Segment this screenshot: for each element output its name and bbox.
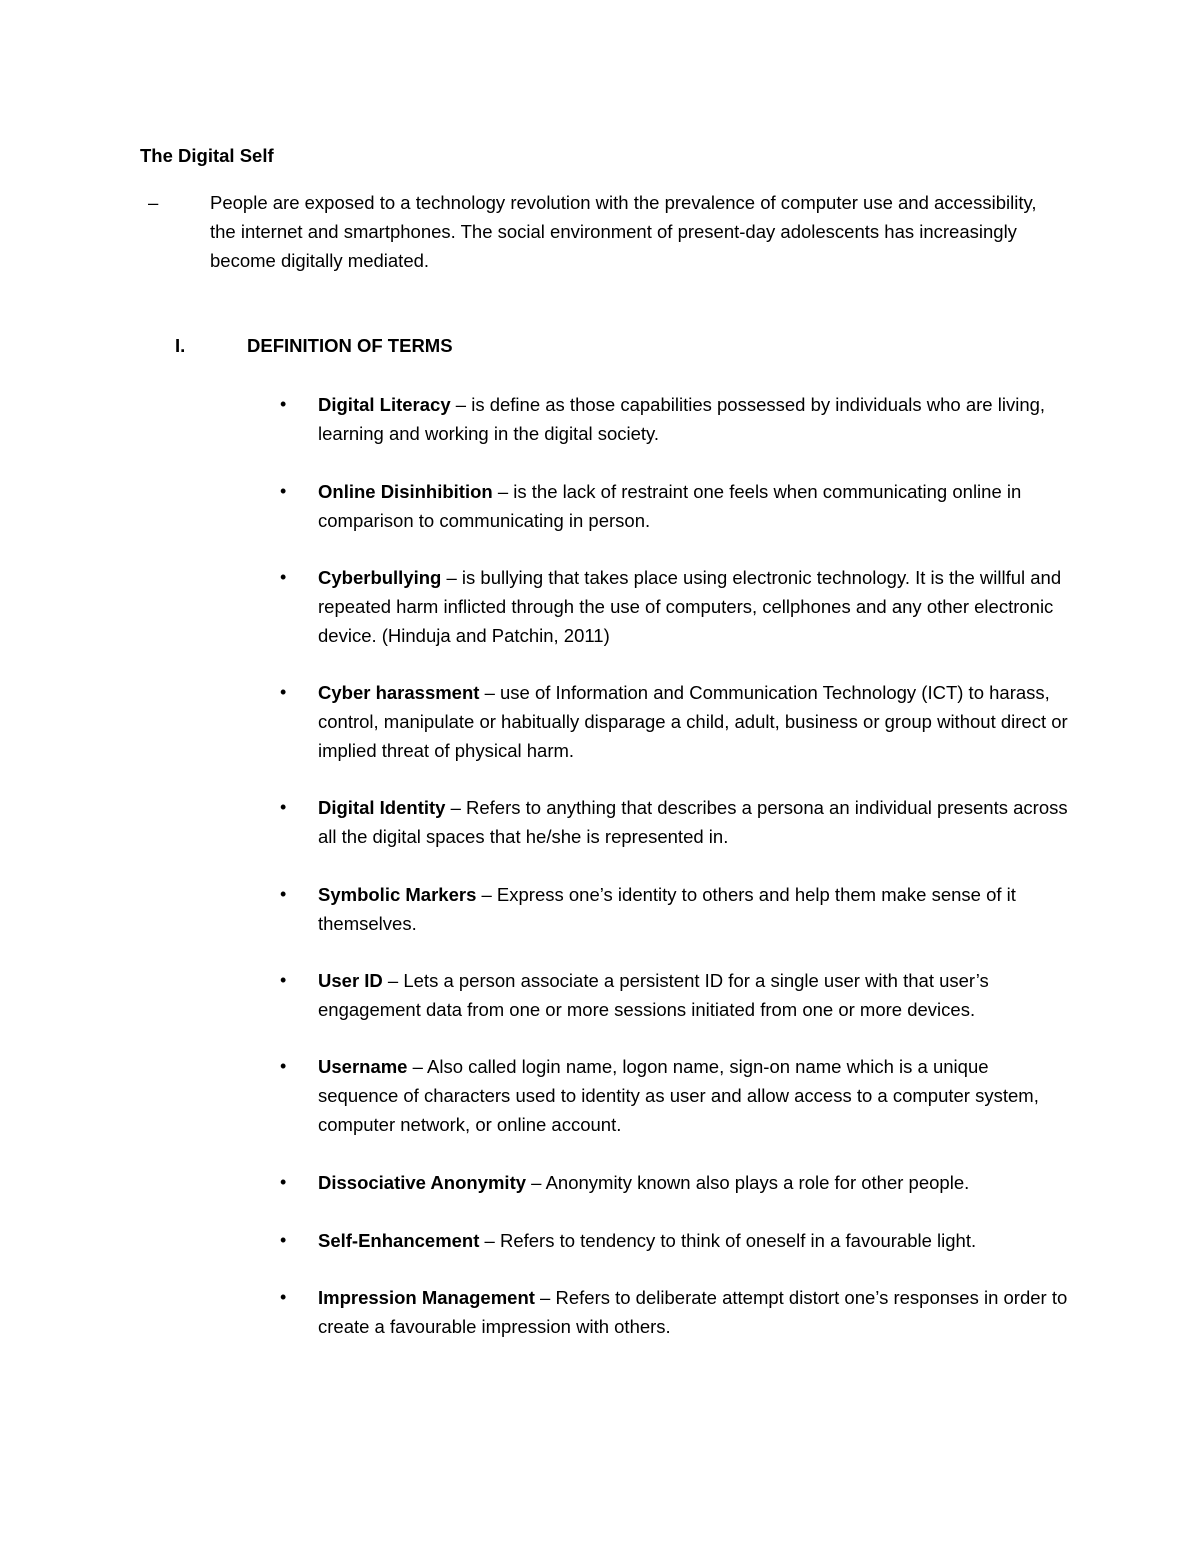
term-name: Impression Management xyxy=(318,1287,535,1308)
intro-text: People are exposed to a technology revolution with the prevalence of computer use and accessibility, the internet and smartphones. The social environment of present-day adolescents has increasingly become digitally mediated. xyxy=(210,192,1037,271)
section-heading xyxy=(175,334,453,358)
intro-dash-marker: – xyxy=(148,192,159,213)
bullet-icon: • xyxy=(280,481,287,501)
bullet-icon: • xyxy=(280,797,287,817)
term-definition: – Anonymity known also plays a role for other people. xyxy=(526,1172,970,1193)
term-online-disinhibition xyxy=(280,477,1070,535)
bullet-icon: • xyxy=(280,394,287,414)
term-name: Self-Enhancement xyxy=(318,1230,480,1251)
bullet-icon: • xyxy=(280,1230,287,1250)
term-username xyxy=(280,1052,1070,1139)
term-impression-management xyxy=(280,1283,1070,1341)
bullet-icon: • xyxy=(280,970,287,990)
term-definition: – Also called login name, logon name, sign-on name which is a unique sequence of characters used to identity as user and allow access to a computer system, computer network, or online account. xyxy=(318,1056,1039,1135)
bullet-icon: • xyxy=(280,1172,287,1192)
term-name: Digital Literacy xyxy=(318,394,451,415)
intro-paragraph xyxy=(140,188,1060,275)
term-self-enhancement xyxy=(280,1226,1070,1255)
term-digital-identity xyxy=(280,793,1070,851)
document-title: The Digital Self xyxy=(140,145,274,166)
section-heading-text: DEFINITION OF TERMS xyxy=(247,335,453,356)
term-definition: – Refers to anything that describes a persona an individual presents across all the digital spaces that he/she is represented in. xyxy=(318,797,1068,847)
term-name: User ID xyxy=(318,970,383,991)
bullet-icon: • xyxy=(280,884,287,904)
term-dissociative-anonymity xyxy=(280,1168,1070,1197)
term-definition: – Express one’s identity to others and help them make sense of it themselves. xyxy=(318,884,1016,934)
bullet-icon: • xyxy=(280,567,287,587)
term-name: Online Disinhibition xyxy=(318,481,493,502)
term-name: Cyberbullying xyxy=(318,567,442,588)
term-name: Digital Identity xyxy=(318,797,446,818)
term-name: Dissociative Anonymity xyxy=(318,1172,527,1193)
term-definition: – is the lack of restraint one feels when communicating online in comparison to communicating in person. xyxy=(318,481,1022,531)
term-name: Cyber harassment xyxy=(318,682,480,703)
term-name: Username xyxy=(318,1056,408,1077)
term-name: Symbolic Markers xyxy=(318,884,477,905)
bullet-icon: • xyxy=(280,1056,287,1076)
bullet-icon: • xyxy=(280,682,287,702)
term-definition: – is define as those capabilities possessed by individuals who are living, learning and working in the digital society. xyxy=(318,394,1046,444)
term-user-id xyxy=(280,966,1070,1024)
term-digital-literacy xyxy=(280,390,1070,448)
term-cyber-harassment xyxy=(280,678,1070,765)
term-cyberbullying xyxy=(280,563,1070,650)
section-numeral: I. xyxy=(175,335,186,356)
term-definition: – use of Information and Communication Technology (ICT) to harass, control, manipulate or habitually disparage a child, adult, business or group without direct or implied threat of physical harm. xyxy=(318,682,1068,761)
term-symbolic-markers xyxy=(280,880,1070,938)
term-definition: – Lets a person associate a persistent ID for a single user with that user’s engagement data from one or more sessions initiated from one or more devices. xyxy=(318,970,989,1020)
term-definition: – is bullying that takes place using electronic technology. It is the willful and repeated harm inflicted through the use of computers, cellphones and any other electronic device. (Hinduja and Patchin, 2011) xyxy=(318,567,1062,646)
term-definition: – Refers to deliberate attempt distort one’s responses in order to create a favourable impression with others. xyxy=(318,1287,1068,1337)
term-definition: – Refers to tendency to think of oneself in a favourable light. xyxy=(479,1230,977,1251)
bullet-icon: • xyxy=(280,1287,287,1307)
